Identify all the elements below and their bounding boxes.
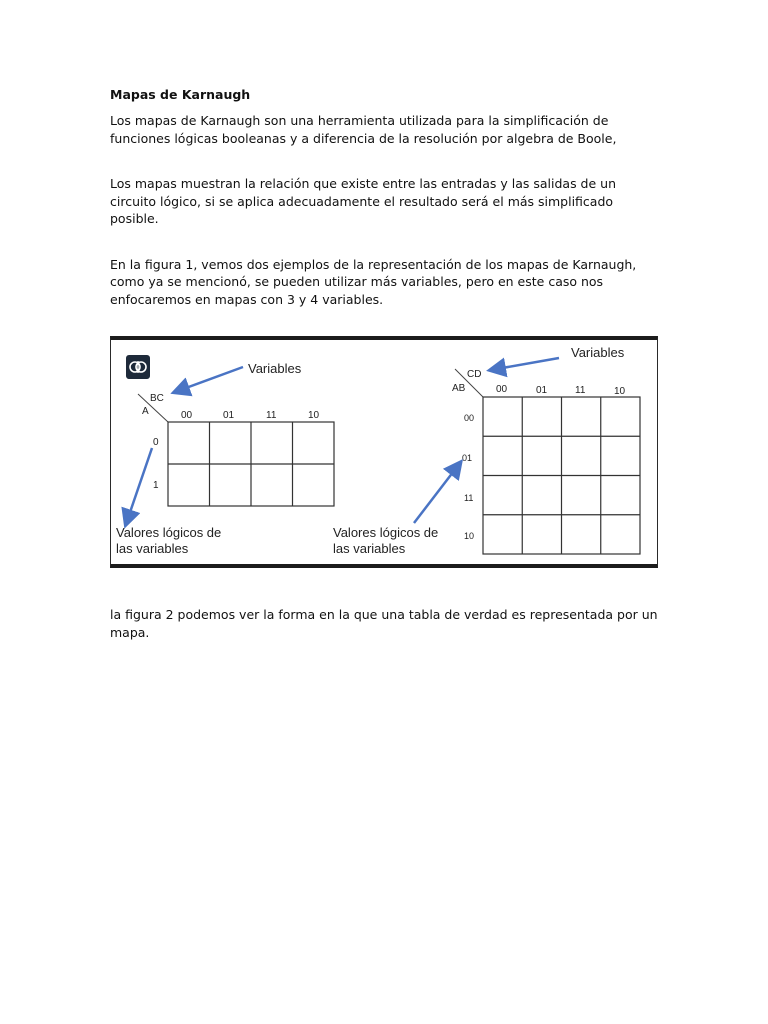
- karnaugh-figure: [110, 336, 658, 568]
- paragraph-figure-2: la figura 2 podemos ver la forma en la que una tabla de verdad es representada por un mapa.: [110, 607, 658, 640]
- left-values-label-line1: Valores lógicos de: [116, 525, 222, 540]
- right-col-label-0: 00: [496, 384, 508, 395]
- right-col-label-2: 11: [575, 385, 586, 396]
- left-values-arrow: [126, 448, 152, 524]
- left-row-var: A: [142, 406, 149, 417]
- right-variables-arrow: [491, 358, 559, 370]
- paragraph-intro: Los mapas de Karnaugh son una herramienta utilizada para la simplificación de funciones lógicas booleanas y a diferencia de la resolución por algebra de Boole,: [110, 113, 617, 146]
- right-variables-label: Variables: [571, 345, 625, 360]
- right-values-arrow: [414, 463, 460, 523]
- right-karnaugh-map: [333, 345, 640, 556]
- left-values-label-line2: las variables: [116, 541, 189, 556]
- left-col-label-3: 10: [308, 410, 320, 421]
- right-values-label-line2: las variables: [333, 541, 406, 556]
- right-col-label-3: 10: [614, 386, 626, 397]
- right-row-var: AB: [452, 383, 466, 394]
- paragraph-figure-1: En la figura 1, vemos dos ejemplos de la representación de los mapas de Karnaugh, como ya se mencionó, se pueden utilizar más variables, pero en este caso nos enfocaremos en mapas con 3 y 4 variables.: [110, 256, 637, 307]
- left-variables-arrow: [175, 367, 243, 392]
- brain-icon: [126, 355, 150, 379]
- left-row-label-1: 1: [153, 480, 159, 491]
- right-column-var: CD: [467, 369, 482, 380]
- left-col-label-0: 00: [181, 410, 193, 421]
- left-map-grid: [168, 422, 334, 506]
- right-col-label-1: 01: [536, 385, 548, 396]
- document-title: Mapas de Karnaugh: [110, 87, 251, 102]
- right-row-label-2: 11: [464, 493, 474, 503]
- right-row-label-0: 00: [464, 413, 475, 423]
- right-values-label-line1: Valores lógicos de: [333, 525, 439, 540]
- right-row-label-3: 10: [464, 531, 475, 541]
- left-karnaugh-map: [116, 361, 334, 556]
- karnaugh-figure-svg: [111, 340, 657, 564]
- paragraph-relation: Los mapas muestran la relación que existe entre las entradas y las salidas de un circuito lógico, si se aplica adecuadamente el resultado será el más simplificado posible.: [110, 176, 616, 226]
- document-page: [110, 86, 660, 641]
- right-row-label-1: 01: [462, 453, 473, 463]
- left-column-var: BC: [150, 393, 164, 404]
- left-col-label-2: 11: [266, 410, 277, 421]
- right-map-grid: [483, 397, 640, 554]
- left-variables-label: Variables: [248, 361, 302, 376]
- left-row-label-0: 0: [153, 437, 159, 448]
- left-col-label-1: 01: [223, 410, 235, 421]
